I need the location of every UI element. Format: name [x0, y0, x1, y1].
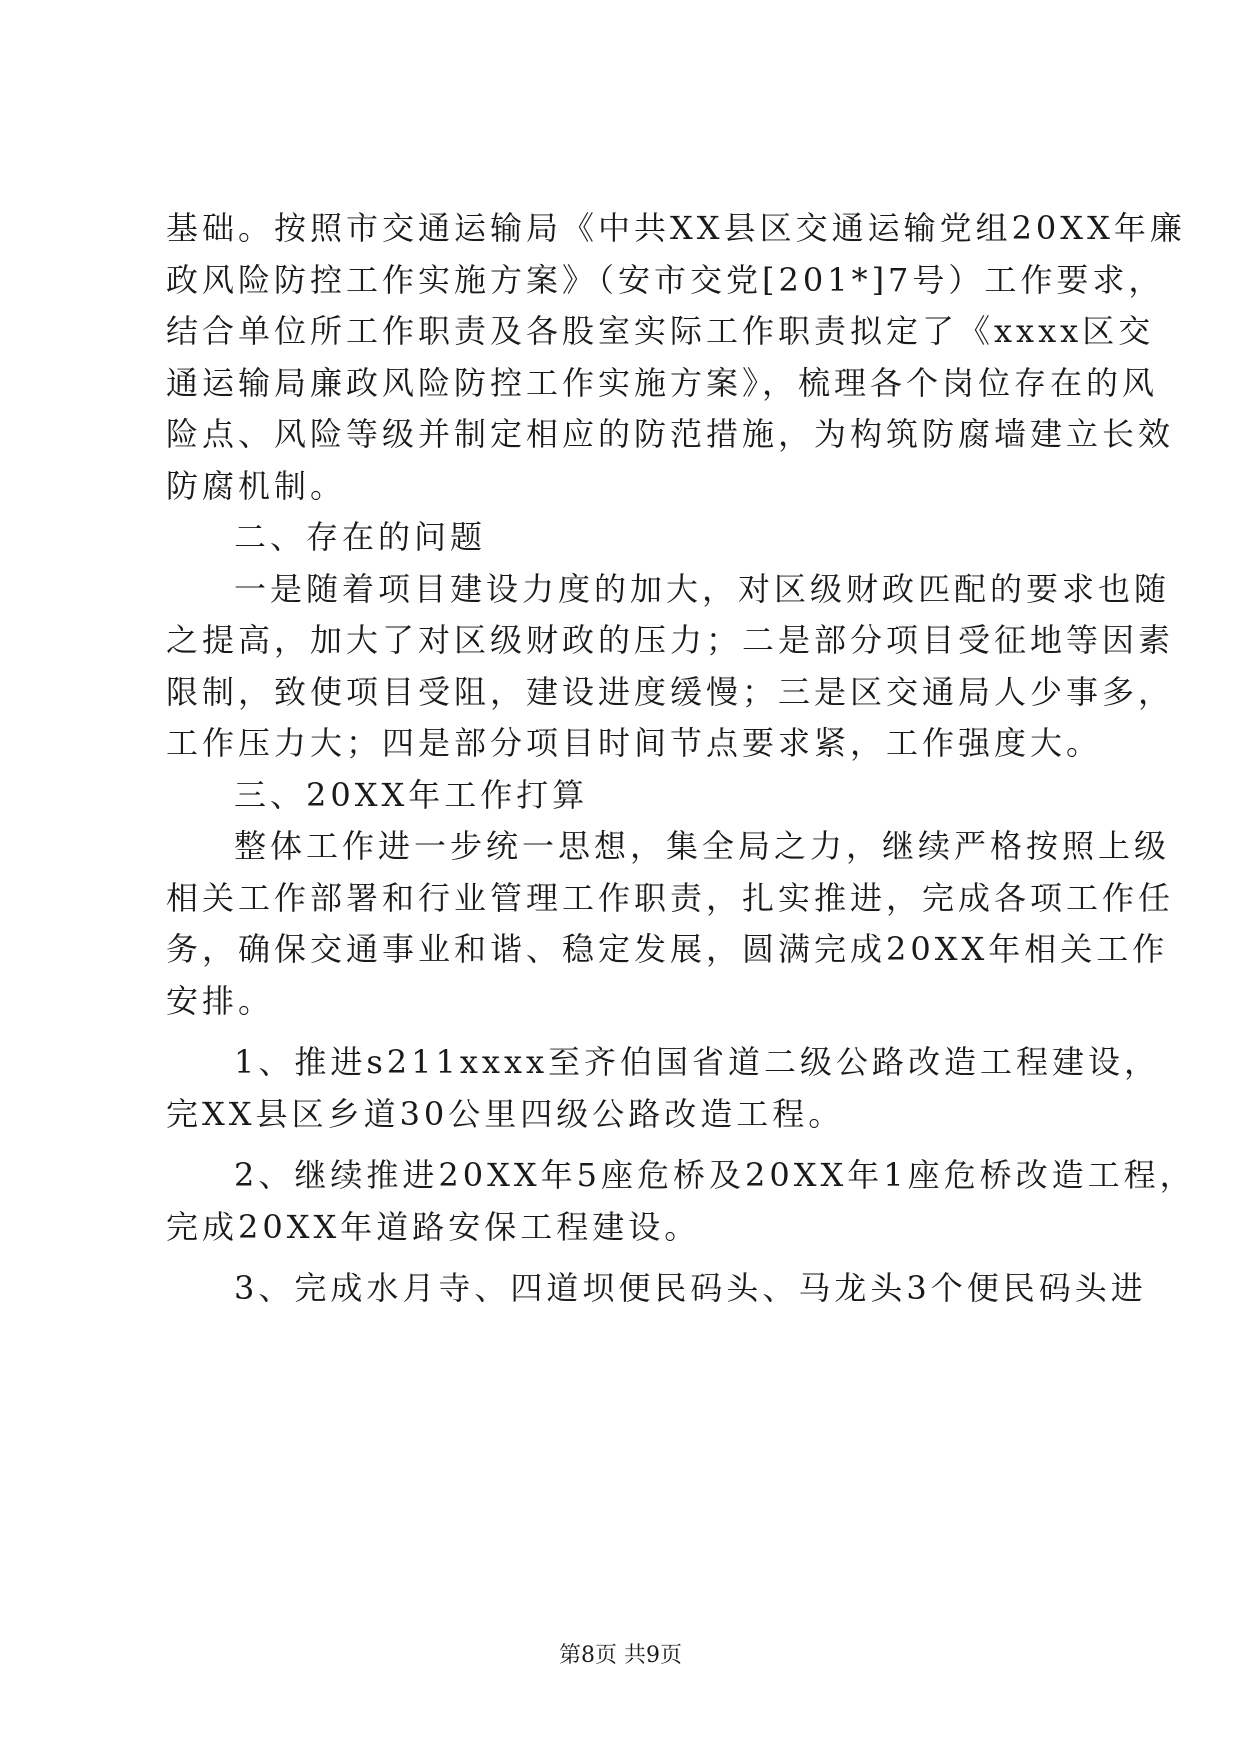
list-item [166, 1037, 1161, 1140]
text-line: 完XX县区乡道30公里四级公路改造工程。 [166, 1094, 845, 1133]
text-line: 通运输局廉政风险防控工作实施方案》，梳理各个岗位存在的风 [166, 363, 1159, 402]
text-line: 三、20XX年工作打算 [234, 775, 589, 814]
text-line: 险点、风险等级并制定相应的防范措施，为构筑防腐墙建立长效 [166, 415, 1175, 453]
text-line: 相关工作部署和行业管理工作职责，扎实推进，完成各项工作任 [166, 878, 1175, 917]
paragraph [166, 821, 1175, 1027]
section-heading [166, 770, 1086, 822]
paragraph [166, 564, 1175, 770]
text-line: 限制，致使项目受阻，建设进度缓慢；三是区交通局人少事多， [166, 672, 1175, 711]
text-line: 基础。按照市交通运输局《中共XX县区交通运输党组20XX年廉 [166, 209, 1186, 247]
page-footer: 第8页 共9页 [559, 1643, 682, 1668]
section-heading [166, 512, 1086, 564]
text-line: 工作压力大；四是部分项目时间节点要求紧，工作强度大。 [166, 724, 1103, 762]
list-item [166, 1263, 1147, 1315]
text-line: 二、存在的问题 [234, 518, 487, 556]
paragraph [166, 203, 1186, 512]
list-item [166, 1150, 1196, 1253]
text-line: 整体工作进一步统一思想，集全局之力，继续严格按照上级 [234, 827, 1171, 865]
text-line: 安排。 [166, 981, 275, 1020]
text-line: 之提高，加大了对区级财政的压力；二是部分项目受征地等因素 [166, 621, 1175, 659]
text-line: 务，确保交通事业和谐、稳定发展，圆满完成20XX年相关工作 [166, 930, 1169, 968]
text-line: 结合单位所工作职责及各股室实际工作职责拟定了《xxxx区交 [166, 312, 1155, 350]
document-body [166, 203, 1196, 1315]
text-line: 完成20XX年道路安保工程建设。 [166, 1207, 701, 1246]
text-line: 防腐机制。 [166, 466, 347, 505]
text-line: 3、完成水月寺、四道坝便民码头、马龙头3个便民码头进 [234, 1269, 1147, 1307]
text-line: 政风险防控工作实施方案》（安市交党[201*]7号）工作要求， [166, 260, 1165, 299]
text-line: 2、继续推进20XX年5座危桥及20XX年1座危桥改造工程， [234, 1156, 1196, 1194]
text-line: 1、推进s211xxxx至齐伯国省道二级公路改造工程建设， [234, 1043, 1161, 1081]
text-line: 一是随着项目建设力度的加大，对区级财政匹配的要求也随 [234, 569, 1171, 608]
